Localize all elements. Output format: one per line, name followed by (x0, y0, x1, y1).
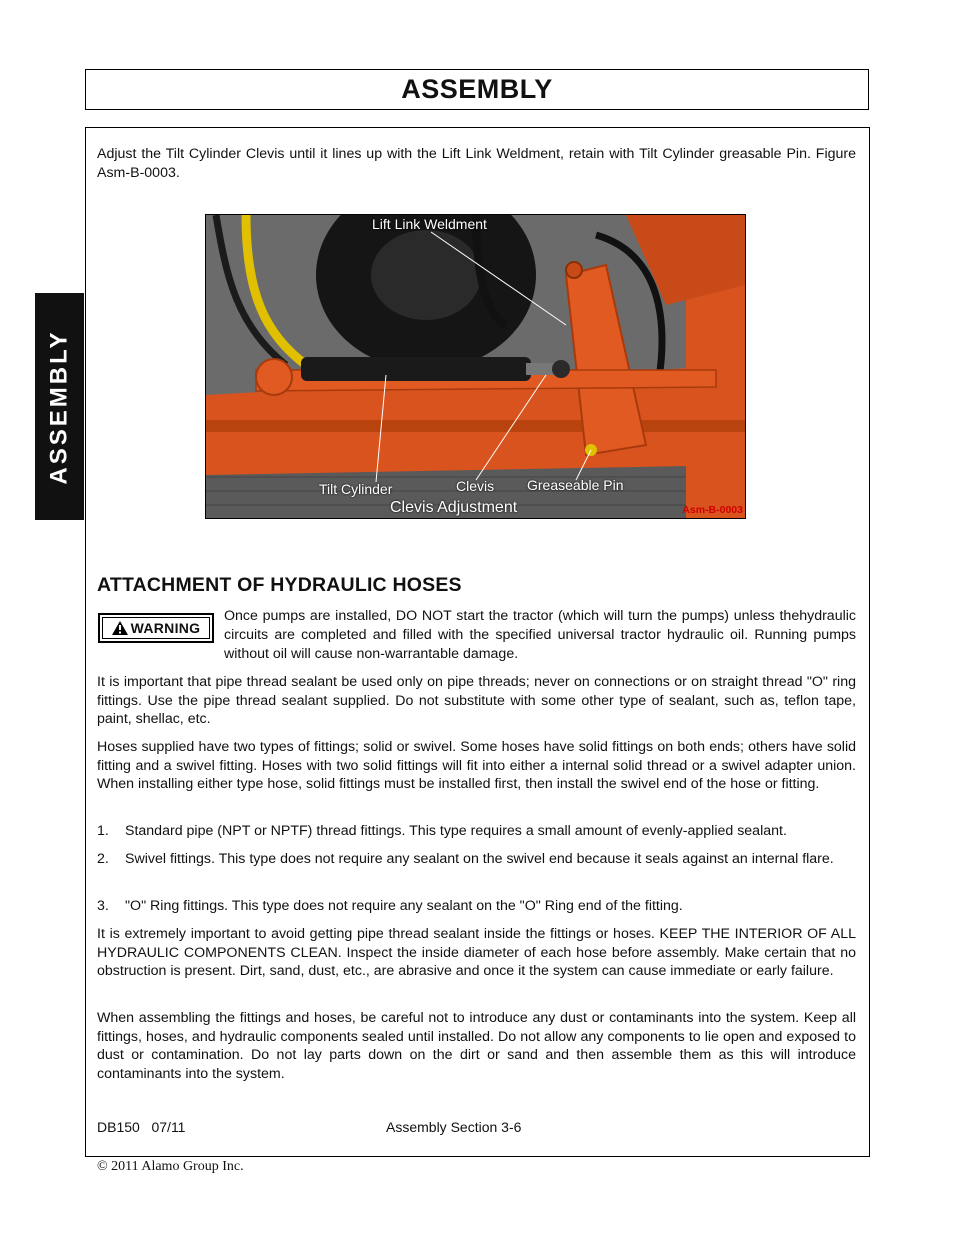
figure-caption: Clevis Adjustment (390, 499, 518, 516)
warning-triangle-icon (112, 621, 128, 635)
paragraph-sealant: It is important that pipe thread sealant be used only on pipe threads; never on connections or on straight thread "O" ring fittings. Use the pipe thread sealant supplied. Do not substitute with some other type of sealant, such as, teflon tape, paint, shellac, etc. (97, 674, 856, 728)
side-tab-label: ASSEMBLY (45, 328, 73, 485)
label-greaseable-pin: Greaseable Pin (527, 477, 624, 493)
page-title: ASSEMBLY (401, 74, 553, 104)
warning-badge (98, 613, 214, 643)
page-header (85, 69, 869, 110)
list-item: 2. Swivel fittings. This type does not require any sealant on the swivel end because it seals against an internal flare. (97, 851, 834, 867)
warning-text: Once pumps are installed, DO NOT start the tractor (which will turn the pumps) unless thehydraulic circuits are completed and filled with the specified universal tractor hydraulic oil. Running pumps without oil will cause non-warrantable damage. (224, 608, 856, 662)
paragraph-contaminants: When assembling the fittings and hoses, be careful not to introduce any dust or contaminants into the system. Keep all fittings, hoses, and hydraulic components sealed until installed. Do not allow any components to lie open and exposed to dust or contamination. Do not lay parts down on the dirt or sand and then assemble them as this will introduce contaminants into the system. (97, 1010, 856, 1082)
footer-section: Assembly Section 3-6 (386, 1119, 522, 1135)
figure-id: Asm-B-0003 (682, 504, 743, 516)
label-lift-link-weldment: Lift Link Weldment (372, 216, 487, 232)
side-section-tab (35, 293, 84, 520)
label-tilt-cylinder: Tilt Cylinder (319, 481, 393, 497)
label-clevis: Clevis (456, 478, 495, 494)
paragraph-clean: It is extremely important to avoid getting pipe thread sealant inside the fittings or hoses. KEEP THE INTERIOR OF ALL HYDRAULIC COMPONENTS CLEAN. Inspect the inside diameter of each hose before assembly. Make certain that no obstruction is present. Dirt, sand, dust, etc., are abrasive and once it the system can cause immediate or early failure. (97, 926, 856, 980)
copyright: © 2011 Alamo Group Inc. (97, 1159, 244, 1174)
list-item: 1. Standard pipe (NPT or NPTF) thread fittings. This type requires a small amount of evenly-applied sealant. (97, 823, 787, 839)
list-item: 3. "O" Ring fittings. This type does not require any sealant on the "O" Ring end of the fitting. (97, 898, 683, 914)
warning-label: WARNING (130, 620, 201, 636)
footer-model-date: DB150 07/11 (97, 1119, 186, 1135)
figure-clevis-adjustment (205, 214, 746, 519)
intro-paragraph: Adjust the Tilt Cylinder Clevis until it lines up with the Lift Link Weldment, retain with Tilt Cylinder greasable Pin. Figure Asm-B-0003. (97, 146, 856, 181)
paragraph-fittings: Hoses supplied have two types of fittings; solid or swivel. Some hoses have solid fittings on both ends; others have solid fitting and a swivel fitting. Hoses with two solid fittings will fit into either a internal solid thread or a swivel adapter union. When installing either type hose, solid fittings must be installed first, then install the swivel end of the hose or fitting. (97, 739, 856, 793)
figure-photo (206, 215, 745, 518)
section-heading: ATTACHMENT OF HYDRAULIC HOSES (97, 574, 462, 596)
